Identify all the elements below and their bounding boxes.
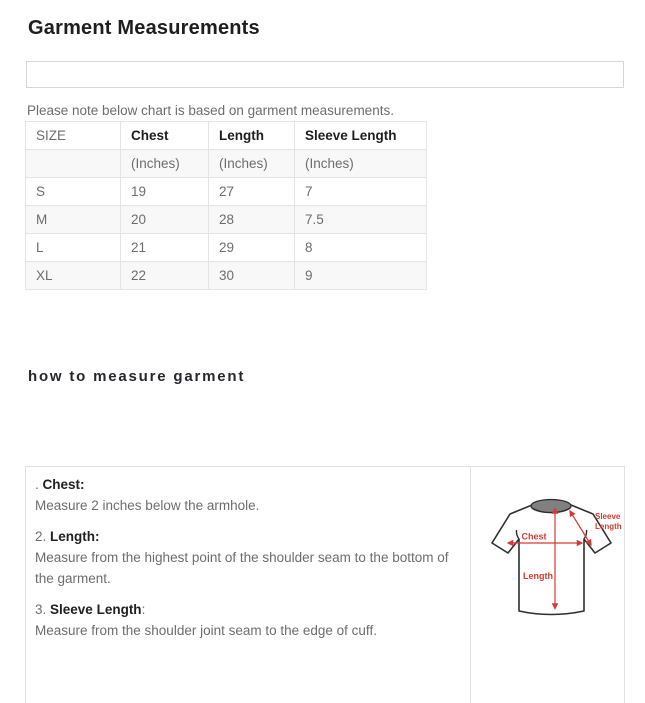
instruction-length: [35, 527, 460, 589]
instructions-column: [26, 467, 471, 703]
col-header-sleeve-length: Sleeve Length: [295, 122, 427, 150]
instruction-text: Measure from the highest point of the shoulder seam to the bottom of the garment.: [35, 550, 449, 586]
units-cell: [26, 150, 121, 178]
table-row: [26, 206, 427, 234]
length-cell: 28: [209, 206, 295, 234]
chest-cell: 20: [121, 206, 209, 234]
units-cell: (Inches): [295, 150, 427, 178]
size-cell: L: [26, 234, 121, 262]
sleeve-length-label-line1: Sleeve: [595, 512, 621, 521]
units-cell: (Inches): [121, 150, 209, 178]
length-label: Length: [523, 571, 553, 581]
table-row: [26, 234, 427, 262]
instruction-number: 3.: [35, 602, 47, 617]
col-header-chest: Chest: [121, 122, 209, 150]
tshirt-outline: [492, 502, 611, 615]
chest-cell: 21: [121, 234, 209, 262]
instruction-sleeve-length: [35, 600, 460, 641]
length-cell: 27: [209, 178, 295, 206]
chart-note: Please note below chart is based on garment measurements.: [27, 103, 394, 118]
col-header-length: Length: [209, 122, 295, 150]
instruction-heading: [35, 475, 460, 495]
units-cell: (Inches): [209, 150, 295, 178]
how-to-measure-panel: [25, 466, 625, 703]
length-cell: 30: [209, 262, 295, 290]
instruction-number: 2.: [35, 529, 47, 544]
size-cell: S: [26, 178, 121, 206]
instruction-text: Measure 2 inches below the armhole.: [35, 498, 260, 513]
instruction-term: Chest:: [42, 477, 85, 492]
instruction-chest: [35, 475, 460, 516]
diagram-column: [471, 467, 624, 703]
instruction-term: Length:: [50, 529, 100, 544]
page-title: Garment Measurements: [28, 17, 260, 39]
sleeve-cell: 9: [295, 262, 427, 290]
table-header-row: [26, 122, 427, 150]
chest-cell: 22: [121, 262, 209, 290]
size-cell: M: [26, 206, 121, 234]
sleeve-cell: 7.5: [295, 206, 427, 234]
size-cell: XL: [26, 262, 121, 290]
chest-label: Chest: [521, 531, 547, 542]
instruction-heading: 3. Sleeve Length:: [35, 602, 146, 617]
tshirt-measurement-diagram: [487, 494, 623, 620]
units-row: [26, 150, 427, 178]
table-row: [26, 178, 427, 206]
instruction-number: .: [35, 477, 39, 492]
table-row: [26, 262, 427, 290]
chest-cell: 19: [121, 178, 209, 206]
size-chart-table: [25, 121, 427, 290]
sleeve-length-label-line2: Length: [595, 522, 622, 531]
sleeve-cell: 7: [295, 178, 427, 206]
instruction-heading: [35, 527, 460, 547]
sleeve-cell: 8: [295, 234, 427, 262]
empty-text-input[interactable]: [26, 61, 624, 88]
instruction-term: Sleeve Length: [50, 602, 142, 617]
instruction-text: Measure from the shoulder joint seam to the edge of cuff.: [35, 623, 377, 638]
length-cell: 29: [209, 234, 295, 262]
col-header-size: SIZE: [26, 122, 121, 150]
how-to-measure-heading: how to measure garment: [28, 368, 246, 385]
